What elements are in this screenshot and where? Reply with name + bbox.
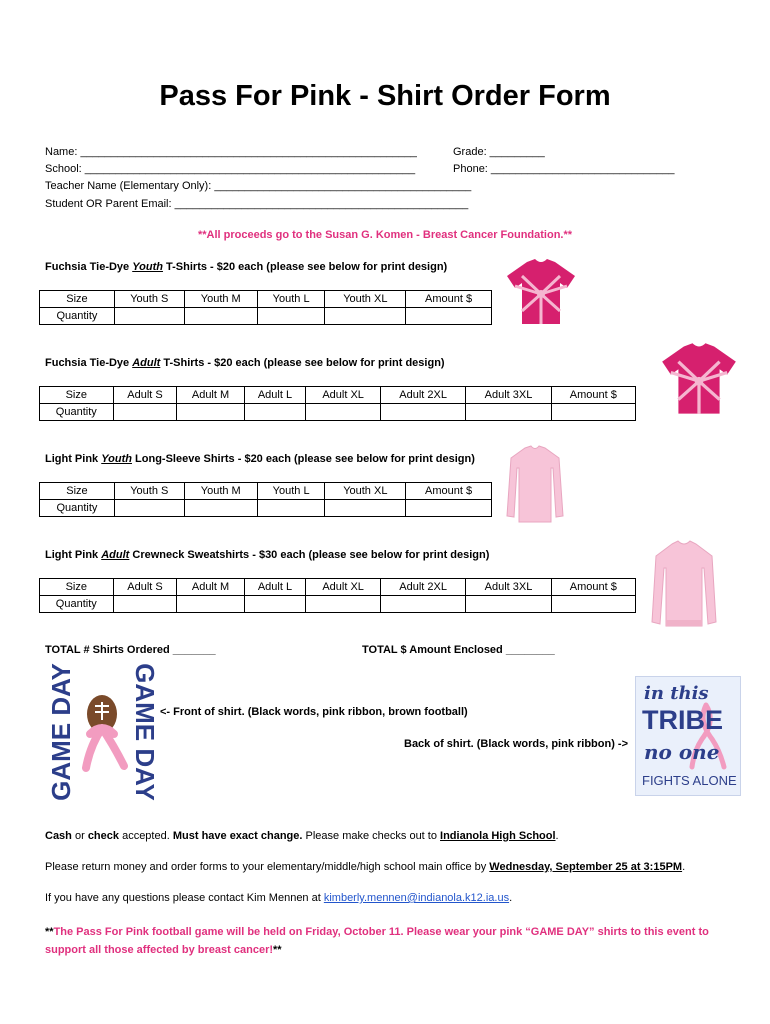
quantity-input[interactable] [184,500,257,517]
size-cell: Youth S [114,291,184,308]
quantity-input[interactable] [325,500,406,517]
quantity-input[interactable] [380,404,465,421]
order-table-adult-tshirt [39,386,636,421]
payment-note: Cash or check accepted. Must have exact change. Please make checks out to Indianola High School. [45,830,559,842]
teacher-field[interactable]: Teacher Name (Elementary Only): __________________________________________ [45,180,472,192]
size-cell: Adult M [177,579,244,596]
size-cell: Adult 3XL [466,579,551,596]
quantity-input[interactable] [114,500,184,517]
size-cell: Adult M [177,387,244,404]
section-heading-adult-sweatshirt: Light Pink Adult Crewneck Sweatshirts - $30 each (please see below for print design) [45,549,490,561]
school-field[interactable]: School: ______________________________________________________ [45,163,416,175]
quantity-label: Quantity [40,500,115,517]
order-table-adult-sweatshirt [39,578,636,613]
total-shirts-field[interactable]: TOTAL # Shirts Ordered _______ [45,644,216,656]
section-heading-youth-longsleeve: Light Pink Youth Long-Sleeve Shirts - $20 each (please see below for print design) [45,453,475,465]
size-header: Size [40,579,114,596]
quantity-input[interactable] [177,596,244,613]
tribe-logo-line2: TRIBE [642,705,723,735]
tribe-back-design [635,676,741,796]
phone-field[interactable]: Phone: ______________________________ [453,163,675,175]
back-design-caption: Back of shirt. (Black words, pink ribbon) -> [404,738,629,750]
amount-input[interactable] [406,500,492,517]
size-cell: Youth L [257,483,325,500]
fuchsia-tiedye-adult-tshirt-image [660,340,738,418]
quantity-input[interactable] [380,596,465,613]
contact-note: If you have any questions please contact Kim Mennen at kimberly.mennen@indianola.k12.ia.us. [45,892,513,904]
game-day-logo-text: GAME DAY [46,663,76,801]
quantity-label: Quantity [40,308,115,325]
name-field[interactable]: Name: _______________________________________________________ [45,146,417,158]
amount-header: Amount $ [551,579,635,596]
size-cell: Youth S [114,483,184,500]
front-design-caption: <- Front of shirt. (Black words, pink ribbon, brown football) [160,706,468,718]
game-day-logo-text-mirrored: GAME DAY [130,663,160,801]
grade-field[interactable]: Grade: _________ [453,146,545,158]
proceeds-note: **All proceeds go to the Susan G. Komen - Breast Cancer Foundation.** [197,229,573,241]
size-cell: Adult 3XL [466,387,551,404]
quantity-input[interactable] [244,596,306,613]
amount-input[interactable] [551,596,635,613]
lightpink-youth-longsleeve-image [505,444,565,524]
quantity-input[interactable] [306,404,381,421]
tribe-logo-line4: FIGHTS ALONE [642,773,737,788]
tribe-logo-line3: no one [644,740,720,764]
quantity-label: Quantity [40,404,114,421]
amount-input[interactable] [406,308,492,325]
size-header: Size [40,387,114,404]
amount-header: Amount $ [406,483,492,500]
quantity-input[interactable] [114,308,184,325]
quantity-input[interactable] [184,308,257,325]
total-amount-field[interactable]: TOTAL $ Amount Enclosed ________ [362,644,555,656]
quantity-input[interactable] [257,500,325,517]
return-note: Please return money and order forms to your elementary/middle/high school main office by Wednesday, September 25 at 3:15PM. [45,861,686,873]
quantity-input[interactable] [257,308,325,325]
size-cell: Youth M [184,483,257,500]
size-cell: Youth L [257,291,325,308]
size-cell: Adult L [244,579,306,596]
quantity-input[interactable] [466,596,551,613]
fuchsia-tiedye-youth-tshirt-image [505,256,577,328]
size-cell: Adult L [244,387,306,404]
quantity-input[interactable] [466,404,551,421]
order-table-youth-tshirt [39,290,492,325]
amount-header: Amount $ [406,291,492,308]
game-day-front-design [46,663,160,801]
amount-header: Amount $ [551,387,635,404]
size-cell: Youth M [184,291,257,308]
game-note: **The Pass For Pink football game will be held on Friday, October 11. Please wear your pink “GAME DAY” shirts to this event to support all those affected by breast cancer!** [45,926,709,956]
size-cell: Adult 2XL [380,579,465,596]
quantity-input[interactable] [325,308,406,325]
contact-email-link[interactable]: kimberly.mennen@indianola.k12.ia.us [323,892,510,904]
size-cell: Adult S [113,579,177,596]
size-cell: Adult XL [306,579,381,596]
quantity-input[interactable] [113,404,177,421]
size-cell: Youth XL [325,291,406,308]
quantity-input[interactable] [177,404,244,421]
amount-input[interactable] [551,404,635,421]
section-heading-adult-tshirt: Fuchsia Tie-Dye Adult T-Shirts - $20 each (please see below for print design) [45,357,445,369]
size-cell: Adult S [113,387,177,404]
order-table-youth-longsleeve [39,482,492,517]
email-field[interactable]: Student OR Parent Email: ________________________________________________ [45,198,469,210]
quantity-input[interactable] [306,596,381,613]
form-title: Pass For Pink - Shirt Order Form [159,80,611,112]
quantity-label: Quantity [40,596,114,613]
size-cell: Adult 2XL [380,387,465,404]
section-heading-youth-tshirt: Fuchsia Tie-Dye Youth T-Shirts - $20 each (please see below for print design) [45,261,448,273]
size-cell: Youth XL [325,483,406,500]
quantity-input[interactable] [244,404,306,421]
quantity-input[interactable] [113,596,177,613]
size-header: Size [40,291,115,308]
size-cell: Adult XL [306,387,381,404]
tribe-logo-line1: in this [644,683,709,704]
lightpink-adult-sweatshirt-image [650,538,718,630]
size-header: Size [40,483,115,500]
